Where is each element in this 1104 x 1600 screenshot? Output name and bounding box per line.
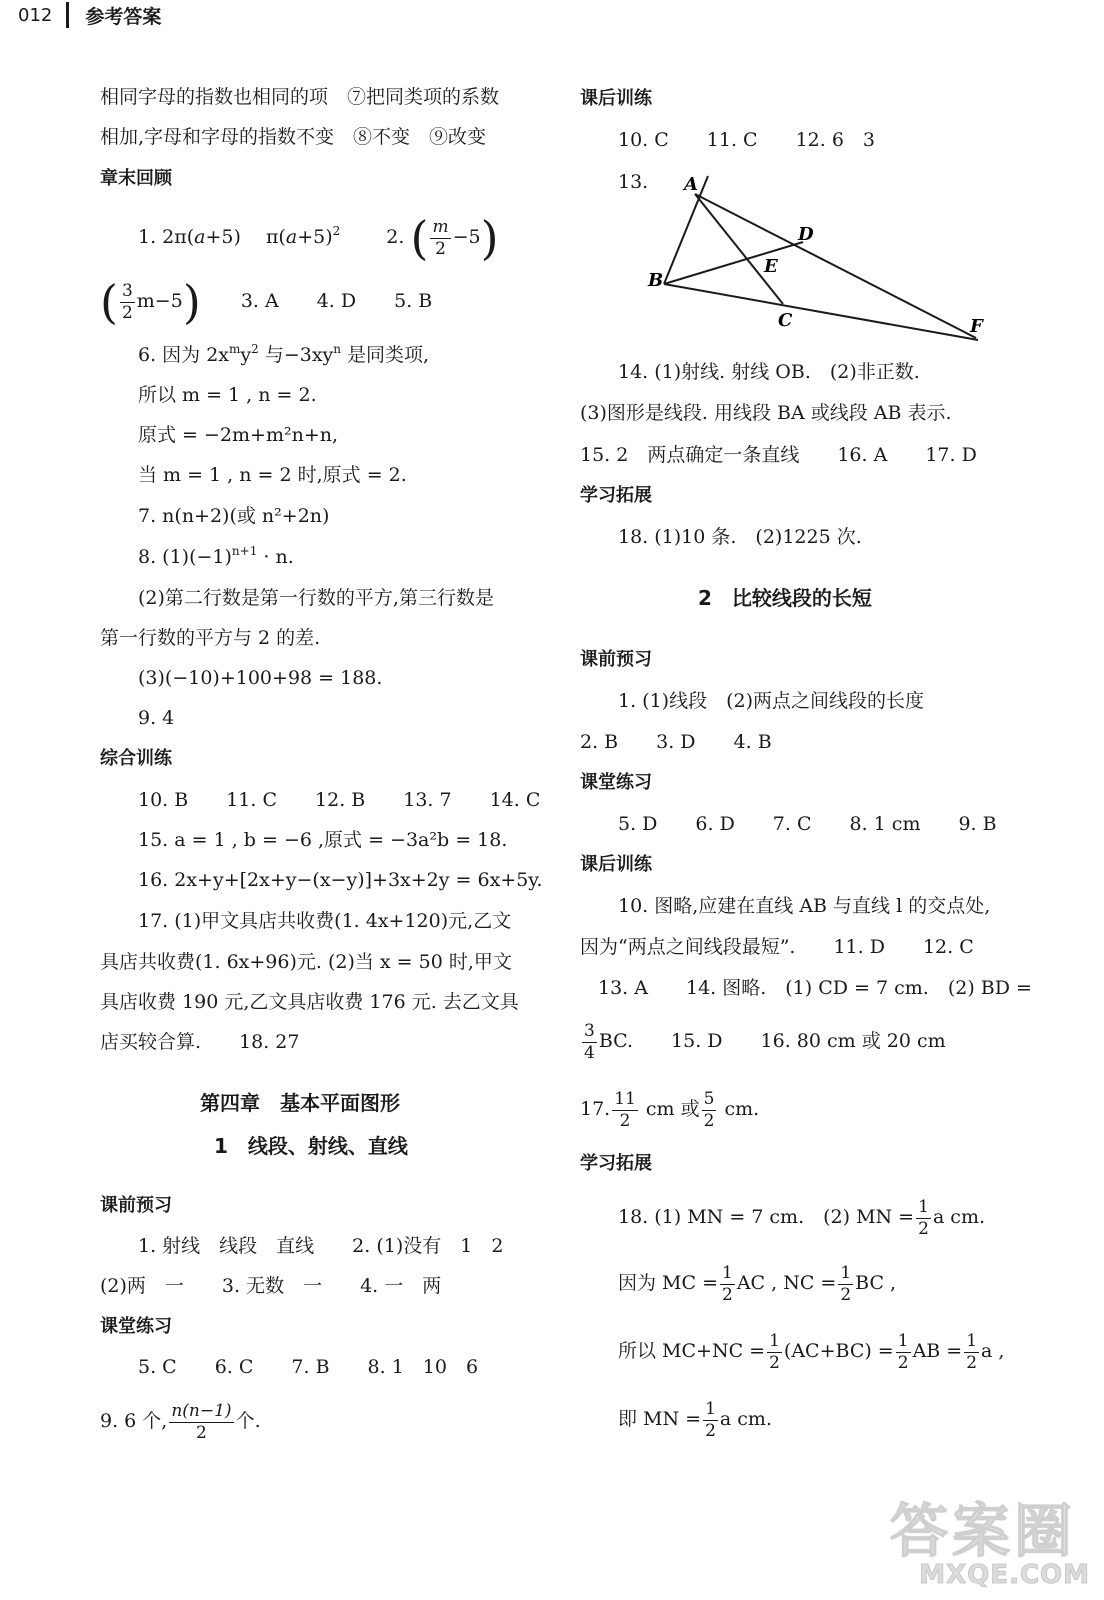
section-heading-classwork: 课堂练习: [580, 772, 652, 793]
text-line: 14. (1)射线. 射线 OB. (2)非正数.: [618, 361, 920, 383]
text-line: 7. n(n+2)(或 n²+2n): [138, 505, 330, 527]
fraction: [767, 1331, 782, 1373]
denominator: 2: [840, 1284, 852, 1305]
fraction: [720, 1263, 735, 1305]
answer-text: 与−3xy: [258, 344, 334, 366]
text-line: (2)第二行数是第一行数的平方,第三行数是: [138, 587, 494, 609]
review-answer-1-2: [138, 211, 499, 265]
denominator: 2: [196, 1422, 207, 1443]
variable: a: [194, 226, 206, 248]
watermark: [866, 1484, 1096, 1594]
answer-text: 1. 2π(: [138, 226, 195, 248]
review-answer-2-cont: [100, 275, 433, 329]
section-heading-preview: 课前预习: [580, 649, 652, 670]
text-line: 1. 射线 线段 直线 2. (1)没有 1 2: [138, 1235, 504, 1257]
fraction: [896, 1331, 911, 1373]
text-line: 当 m = 1 , n = 2 时,原式 = 2.: [138, 464, 407, 486]
text-line: 9. 4: [138, 707, 175, 729]
paren-right: ): [182, 275, 201, 329]
numerator: 3: [121, 281, 133, 302]
denominator: 2: [435, 238, 446, 259]
chapter-title: 第四章 基本平面图形: [200, 1091, 400, 1115]
text-line: (3)(−10)+100+98 = 188.: [138, 667, 383, 689]
text-line: (2)两 一 3. 无数 一 4. 一 两: [100, 1275, 442, 1297]
answer-text: 18. (1) MN = 7 cm. (2) MN =: [618, 1206, 915, 1228]
watermark-logo: 答案圈: [889, 1497, 1076, 1565]
fraction: [964, 1331, 979, 1373]
fraction: [838, 1263, 853, 1305]
fraction: [916, 1197, 931, 1239]
numerator: 5: [703, 1089, 715, 1110]
text-line: 5. C 6. C 7. B 8. 1 10 6: [138, 1356, 479, 1378]
text-line: 15. 2 两点确定一条直线 16. A 17. D: [580, 444, 977, 466]
segment-bf: [664, 284, 978, 340]
numerator: 1: [918, 1197, 929, 1218]
exponent: n: [333, 342, 342, 356]
answer-text: AB =: [912, 1340, 963, 1362]
numerator: 1: [722, 1263, 733, 1284]
text-line: 16. 2x+y+[2x+y−(x−y)]+3x+2y = 6x+5y.: [138, 869, 543, 891]
text-line: 相同字母的指数也相同的项 ⑦把同类项的系数: [100, 86, 500, 108]
answer-text: cm.: [718, 1098, 760, 1120]
numerator: 1: [897, 1331, 909, 1352]
text-line: 1. (1)线段 (2)两点之间线段的长度: [618, 690, 924, 712]
text-line: 13. A 14. 图略. (1) CD = 7 cm. (2) BD =: [598, 977, 1032, 999]
answer-text: 2.: [386, 226, 405, 248]
line-af: [695, 194, 976, 338]
paren-left: (: [100, 275, 118, 329]
paren-right: ): [480, 211, 499, 265]
exponent: 2: [332, 224, 341, 238]
numerator: n(n−1): [171, 1401, 232, 1422]
text-line: [618, 1194, 985, 1240]
text-line: 17. (1)甲文具店共收费(1. 4x+120)元,乙文: [138, 910, 512, 932]
numerator: 11: [614, 1089, 636, 1110]
denominator: 2: [918, 1218, 929, 1239]
answer-text: +5) π(: [205, 226, 286, 248]
answer-text: −5: [452, 226, 481, 248]
point-label-b: B: [648, 270, 664, 291]
paren-left: (: [410, 211, 429, 265]
text-line: [618, 1396, 772, 1442]
numerator: 3: [584, 1021, 595, 1042]
section-title: 1 线段、射线、直线: [214, 1134, 408, 1158]
answer-text: a cm.: [932, 1206, 986, 1228]
text-line: 原式 = −2m+m²n+n,: [138, 424, 339, 446]
point-label-c: C: [778, 310, 793, 331]
numerator: 1: [840, 1263, 852, 1284]
answer-text: (AC+BC) =: [783, 1340, 894, 1362]
answer-text: 所以 MC+NC =: [618, 1340, 766, 1362]
point-label-d: D: [798, 224, 814, 245]
fraction: [169, 1401, 233, 1443]
numerator: m: [432, 217, 449, 238]
fraction: [703, 1399, 718, 1441]
answer-text: BC ,: [855, 1272, 897, 1294]
point-label-e: E: [764, 256, 778, 277]
answer-text: +5): [297, 226, 333, 248]
fraction: [612, 1089, 638, 1131]
text-line: 第一行数的平方与 2 的差.: [100, 627, 321, 649]
header-divider: [66, 2, 69, 28]
segment-ac: [695, 194, 783, 304]
answer-text: a cm.: [719, 1408, 772, 1430]
fraction: [702, 1089, 717, 1131]
text-line: 因为“两点之间线段最短”. 11. D 12. C: [580, 936, 974, 958]
denominator: 2: [897, 1352, 909, 1373]
answer-text: 3. A 4. D 5. B: [240, 290, 433, 312]
denominator: 2: [705, 1420, 716, 1441]
answer-text: y: [240, 344, 252, 366]
numerator: 1: [966, 1331, 978, 1352]
answer-text: a ,: [981, 1340, 1005, 1362]
text-line: 所以 m = 1 , n = 2.: [138, 384, 317, 406]
exponent: m: [229, 342, 241, 356]
denominator: 2: [703, 1110, 715, 1131]
point-label-a: A: [684, 174, 698, 195]
answer-text: m−5: [136, 290, 183, 312]
section-heading-comprehensive: 综合训练: [100, 748, 172, 769]
point-label-f: F: [970, 316, 983, 337]
section-heading-preview: 课前预习: [100, 1195, 172, 1216]
answer-text: AC , NC =: [736, 1272, 837, 1294]
geometry-figure: [640, 160, 1000, 350]
text-line: [618, 1260, 896, 1306]
text-line: [138, 544, 294, 568]
answer-text: 17.: [580, 1098, 611, 1120]
text-line: 相加,字母和字母的指数不变 ⑧不变 ⑨改变: [100, 126, 487, 148]
section-heading-extension: 学习拓展: [580, 485, 652, 506]
page-header: [18, 2, 161, 28]
text-line: (3)图形是线段. 用线段 BA 或线段 AB 表示.: [580, 402, 952, 424]
answer-text: 个.: [235, 1410, 261, 1432]
text-line: 15. a = 1 , b = −6 ,原式 = −3a²b = 18.: [138, 829, 508, 851]
text-line: 10. C 11. C 12. 6 3: [618, 129, 876, 151]
section-title: 2 比较线段的长短: [698, 586, 872, 610]
text-line: [618, 1328, 1004, 1374]
fraction: [120, 281, 135, 323]
answer-text: 因为 MC =: [618, 1272, 718, 1294]
numerator: 1: [705, 1399, 716, 1420]
section-heading-after-class: 课后训练: [580, 854, 652, 875]
text-line: [100, 1398, 261, 1444]
denominator: 2: [966, 1352, 978, 1373]
denominator: 2: [121, 302, 133, 323]
segment-bd: [664, 242, 803, 284]
text-line: [138, 342, 430, 366]
answer-text: 是同类项,: [341, 344, 430, 366]
numerator: 1: [769, 1331, 780, 1352]
text-line: 具店共收费(1. 6x+96)元. (2)当 x = 50 时,甲文: [100, 951, 512, 973]
denominator: 2: [619, 1110, 631, 1131]
section-heading-extension: 学习拓展: [580, 1153, 652, 1174]
page-number: 012: [18, 4, 53, 26]
section-heading-review: 章末回顾: [100, 168, 172, 189]
text-line: 具店收费 190 元,乙文具店收费 176 元. 去乙文具: [100, 991, 519, 1013]
fraction: [430, 217, 450, 259]
answer-text: BC. 15. D 16. 80 cm 或 20 cm: [598, 1030, 946, 1052]
text-line: [580, 1086, 759, 1132]
denominator: 4: [584, 1042, 595, 1063]
denominator: 2: [722, 1284, 733, 1305]
variable: a: [285, 226, 298, 248]
text-line: 13.: [618, 171, 649, 193]
exponent: n+1: [231, 544, 258, 558]
exponent: 2: [251, 342, 259, 356]
text-line: 2. B 3. D 4. B: [580, 731, 772, 753]
answer-text: 即 MN =: [618, 1408, 702, 1430]
answer-text: 6. 因为 2x: [138, 344, 230, 366]
section-heading-after-class: 课后训练: [580, 88, 652, 109]
section-heading-classwork: 课堂练习: [100, 1316, 172, 1337]
watermark-url: MXQE.COM: [919, 1560, 1090, 1590]
answer-text: 9. 6 个,: [100, 1410, 168, 1432]
text-line: 5. D 6. D 7. C 8. 1 cm 9. B: [618, 813, 997, 835]
fraction: [582, 1021, 597, 1063]
answer-text: 8. (1)(−1): [138, 546, 232, 568]
answer-text: · n.: [257, 546, 294, 568]
text-line: 18. (1)10 条. (2)1225 次.: [618, 526, 862, 548]
text-line: 店买较合算. 18. 27: [100, 1031, 300, 1053]
answer-text: cm 或: [639, 1098, 700, 1120]
header-title: 参考答案: [85, 5, 162, 28]
denominator: 2: [769, 1352, 780, 1373]
text-line: 10. 图略,应建在直线 AB 与直线 l 的交点处,: [618, 895, 991, 917]
text-line: [580, 1018, 946, 1064]
text-line: 10. B 11. C 12. B 13. 7 14. C: [138, 789, 541, 811]
